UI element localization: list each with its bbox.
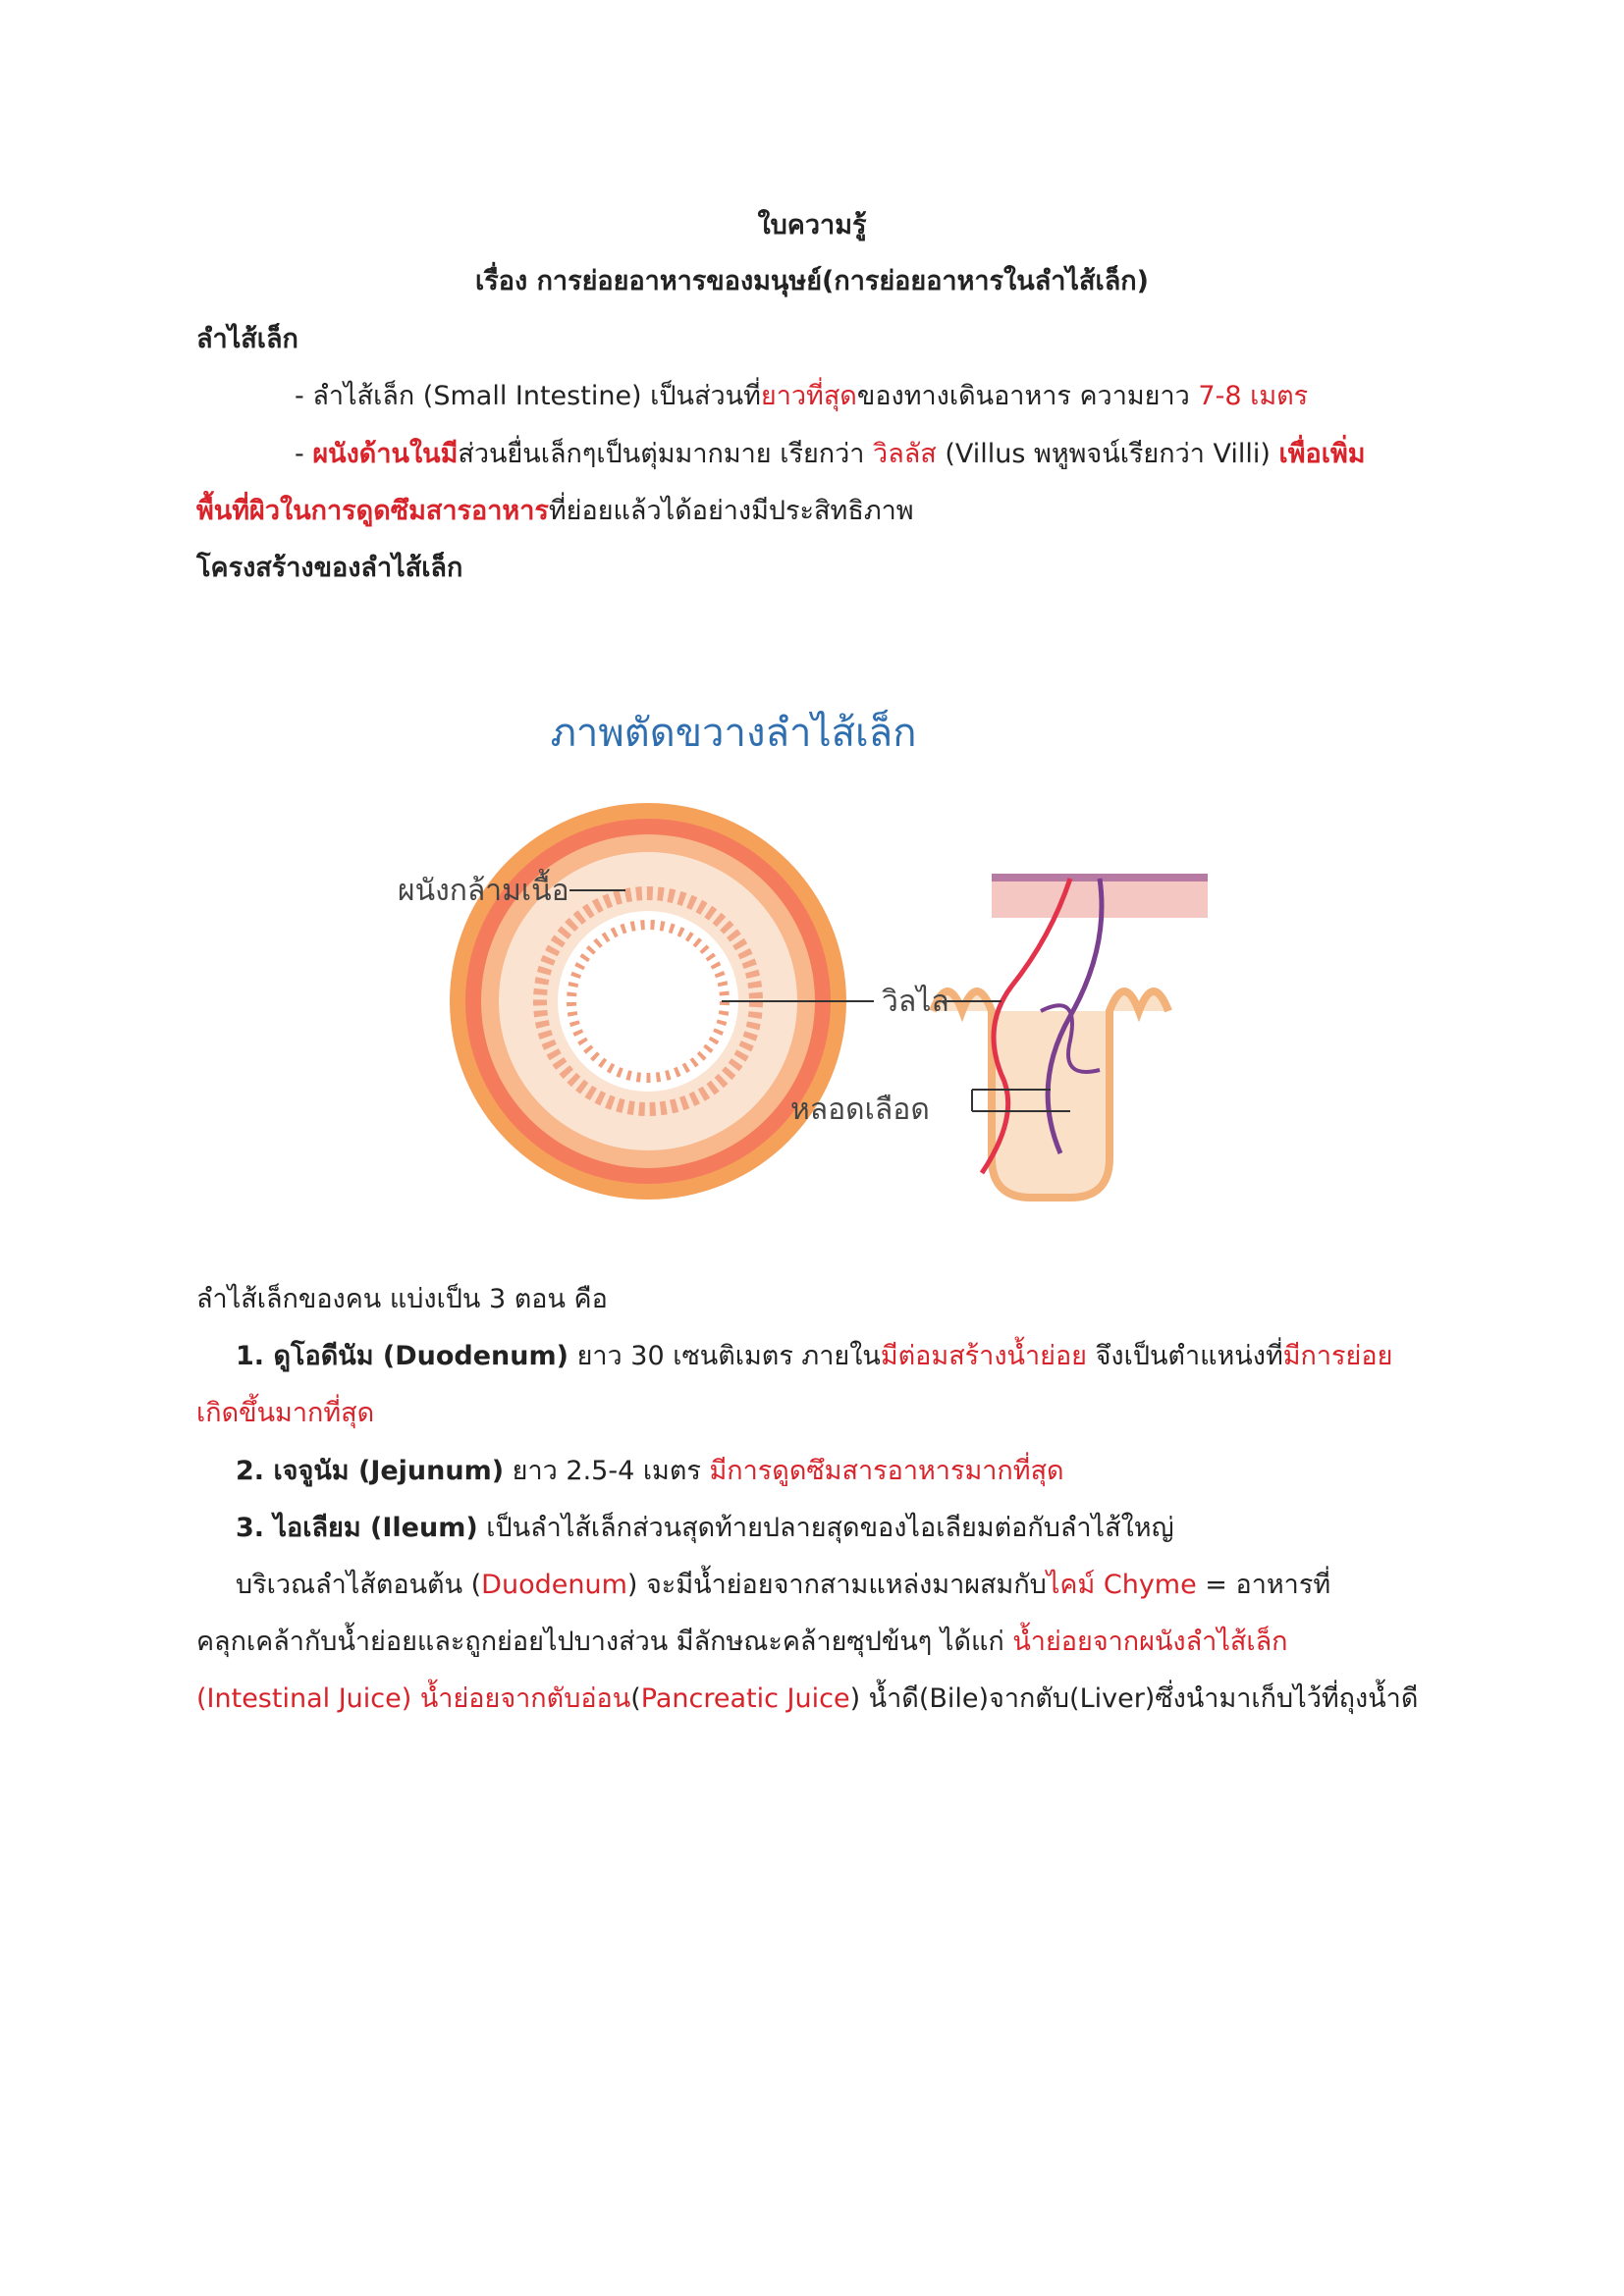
p2-text-e: (Villus พหูพจน์เรียกว่า Villi) [936, 439, 1279, 469]
item3-number: 3. [236, 1513, 274, 1543]
item1-name: ดูโอดีนัม (Duodenum) [273, 1341, 568, 1371]
three-parts-intro: ลำไส้เล็กของคน แบ่งเป็น 3 ตอน คือ [196, 1284, 608, 1314]
paragraph-2-line-1 [295, 437, 1366, 472]
para-pancreatic-juice: Pancreatic Juice [640, 1683, 850, 1714]
para-intestinal-juice: (Intestinal Juice) น้ำย่อยจากตับอ่อน [196, 1683, 631, 1714]
doc-title: ใบความรู้ [757, 210, 867, 240]
item1-highlight-digest: มีการย่อย [1282, 1341, 1393, 1371]
paragraph-1 [295, 379, 1308, 414]
item3-name: ไอเลียม (Ileum) [273, 1513, 478, 1543]
item3-text-a: เป็นลำไส้เล็กส่วนสุดท้ายปลายสุดของไอเลียมต่อกับลำไส้ใหญ่ [477, 1513, 1174, 1543]
item2-number: 2. [236, 1456, 274, 1486]
item2-highlight-absorb: มีการดูดซึมสารอาหารมากที่สุด [709, 1456, 1064, 1486]
section-heading-small-intestine: ลำไส้เล็ก [196, 324, 298, 354]
p2-highlight-surface: พื้นที่ผิวในการดูดซึมสารอาหาร [196, 496, 549, 526]
doc-subtitle: เรื่อง การย่อยอาหารของมนุษย์(การย่อยอาหารในลำไส้เล็ก) [475, 266, 1149, 296]
label-muscle-wall: ผนังกล้ามเนื้อ [398, 874, 569, 908]
para-chyme: ไคม์ Chyme [1046, 1570, 1197, 1600]
para-line-3 [196, 1682, 1418, 1717]
p1-highlight-longest: ยาวที่สุด [760, 381, 857, 411]
p2-text-c: ส่วนยื่นเล็กๆเป็นตุ่มมากมาย เรียกว่า [458, 439, 874, 469]
p1-highlight-length: 7-8 เมตร [1198, 381, 1309, 411]
paragraph-2-line-2 [196, 494, 914, 529]
item-jejunum [236, 1454, 1064, 1489]
item2-text-a: ยาว 2.5-4 เมตร [504, 1456, 710, 1486]
p2-highlight-increase: เพื่อเพิ่ม [1278, 439, 1366, 469]
para-text-a: บริเวณลำไส้ตอนต้น ( [236, 1570, 482, 1600]
item-ileum [236, 1511, 1174, 1546]
item2-name: เจจูนัม (Jejunum) [273, 1456, 505, 1486]
cross-section-illustration [344, 687, 1227, 1237]
item-duodenum-line-2: เกิดขึ้นมากที่สุด [196, 1398, 375, 1428]
small-intestine-cross-section-figure [344, 687, 1227, 1237]
para-text-i: ( [630, 1683, 641, 1714]
p2-highlight-wall: ผนังด้านในมี [312, 439, 459, 469]
figure-title: ภาพตัดขวางลำไส้เล็ก [550, 711, 917, 756]
item1-text-c: จึงเป็นตำแหน่งที่ [1087, 1341, 1283, 1371]
item1-text-a: ยาว 30 เซนติเมตร ภายใน [568, 1341, 881, 1371]
label-villi: วิลไล [882, 985, 949, 1019]
para-text-c: ) จะมีน้ำย่อยจากสามแหล่งมาผสมกับ [626, 1570, 1047, 1600]
para-line-1 [236, 1568, 1330, 1603]
item-duodenum-line-1 [236, 1339, 1392, 1374]
label-blood-vessel: หลอดเลือด [790, 1093, 930, 1127]
p2-highlight-villus: วิลลัส [873, 439, 937, 469]
section-heading-structure: โครงสร้างของลำไส้เล็ก [196, 553, 463, 583]
villus-detail [933, 874, 1208, 1198]
para-line-2 [196, 1625, 1288, 1660]
p1-text-a: - ลำไส้เล็ก (Small Intestine) เป็นส่วนที่ [295, 381, 761, 411]
para-intestinal-wall-juice: น้ำย่อยจากผนังลำไส้เล็ก [1012, 1627, 1288, 1657]
item1-number: 1. [236, 1341, 274, 1371]
para-text-f: คลุกเคล้ากับน้ำย่อยและถูกย่อยไปบางส่วน มีลักษณะคล้ายซุปข้นๆ ได้แก่ [196, 1627, 1013, 1657]
p2-text-a: - [295, 439, 313, 469]
para-duodenum: Duodenum [481, 1570, 627, 1600]
para-text-e: = อาหารที่ [1196, 1570, 1331, 1600]
item1-highlight-glands: มีต่อมสร้างน้ำย่อย [880, 1341, 1087, 1371]
para-text-k: ) น้ำดี(Bile)จากตับ(Liver)ซึ่งนำมาเก็บไว้ที่ถุงน้ำดี [849, 1683, 1419, 1714]
p2-text-h: ที่ย่อยแล้วได้อย่างมีประสิทธิภาพ [548, 496, 914, 526]
p1-text-c: ของทางเดินอาหาร ความยาว [856, 381, 1199, 411]
